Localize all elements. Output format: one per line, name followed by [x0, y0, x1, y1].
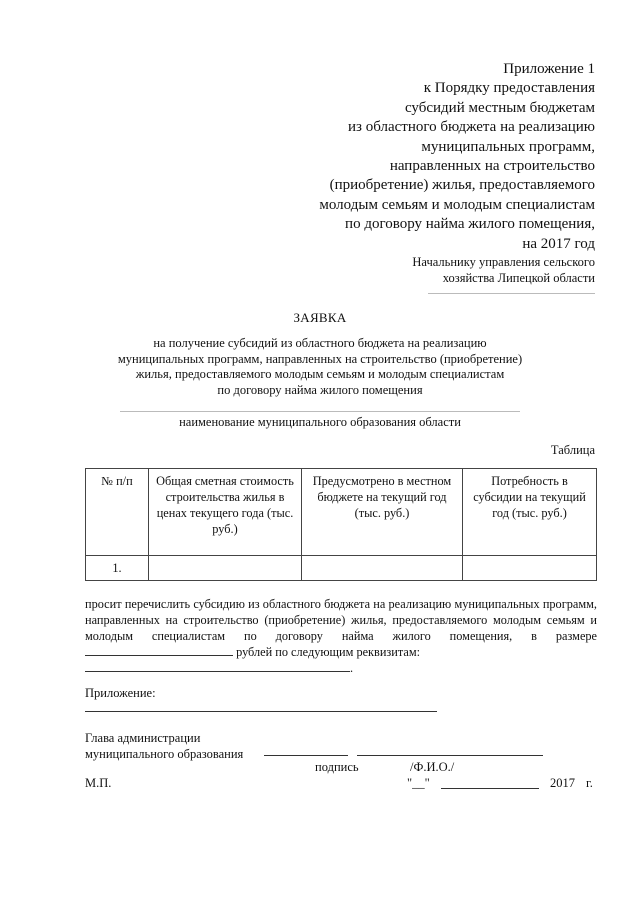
municipality-blank-line — [120, 411, 520, 412]
appendix-line: направленных на строительство — [389, 158, 595, 175]
attachment-label: Приложение: — [85, 686, 156, 700]
signatory-line: Глава администрации — [85, 731, 201, 745]
stamp-placeholder: М.П. — [85, 776, 112, 790]
header-cell-local-budget: Предусмотрено в местном бюджете на текущий год (тыс. руб.) — [302, 469, 463, 556]
appendix-line: субсидий местным бюджетам — [404, 99, 595, 116]
subtitle-line: на получение субсидий из областного бюджета на реализацию — [153, 336, 487, 350]
date-month-blank-line — [441, 788, 539, 789]
table-cell — [302, 556, 463, 581]
header-cell-number: № п/п — [86, 469, 149, 556]
document-title: ЗАЯВКА — [293, 310, 347, 325]
signature-blank-line — [264, 755, 348, 756]
appendix-line: из областного бюджета на реализацию — [348, 119, 595, 136]
signatory-line: муниципального образования — [85, 747, 244, 761]
table-cell — [463, 556, 597, 581]
table-header-row — [86, 469, 597, 556]
subtitle-line: жилья, предоставляемого молодым семьям и молодым специалистам — [135, 367, 505, 381]
signature-caption: подпись — [315, 760, 359, 774]
appendix-line: муниципальных программ, — [421, 138, 595, 155]
document-subtitle — [0, 336, 640, 398]
header-cell-subsidy-need: Потребность в субсидии на текущий год (тыс. руб.) — [463, 469, 597, 556]
appendix-line: на 2017 год — [522, 235, 595, 252]
addressee-line: Начальнику управления сельского — [412, 255, 595, 269]
table-label: Таблица — [550, 443, 595, 457]
date-day: "__" — [407, 776, 430, 790]
amount-blank-line — [85, 655, 233, 656]
appendix-header — [295, 60, 595, 254]
request-paragraph — [85, 596, 597, 676]
table-cell: 1. — [86, 556, 149, 581]
header-cell-total-cost: Общая сметная стоимость строительства жилья в ценах текущего года (тыс. руб.) — [149, 469, 302, 556]
addressee-blank-line — [428, 293, 595, 294]
addressee — [412, 254, 595, 286]
request-text: просит перечислить субсидию из областного бюджета на реализацию муниципальных программ, направленных на строительство (приобретение) жилья, предоставляемого молодым семьям и молодым специалистам по договору найма жилого помещения, в — [85, 597, 597, 643]
table-row — [86, 556, 597, 581]
name-caption: /Ф.И.О./ — [410, 760, 455, 774]
attachment-blank-line — [85, 711, 437, 712]
addressee-line: хозяйства Липецкой области — [442, 271, 595, 285]
requisites-blank-line — [85, 671, 350, 672]
year-suffix: г. — [586, 776, 593, 790]
appendix-line: (приобретение) жилья, предоставляемого — [329, 177, 595, 194]
municipality-label: наименование муниципального образования области — [179, 415, 461, 429]
table-cell — [149, 556, 302, 581]
subtitle-line: муниципальных программ, направленных на строительство (приобретение) — [117, 351, 523, 366]
amount-prefix: размере — [555, 629, 598, 643]
name-blank-line — [357, 755, 543, 756]
appendix-line: Приложение 1 — [503, 61, 595, 77]
date-year: 2017 — [550, 776, 575, 790]
appendix-line: молодым семьям и молодым специалистам — [319, 196, 595, 213]
signatory-title — [85, 730, 243, 762]
amount-suffix: рублей по следующим реквизитам: — [236, 645, 421, 659]
appendix-line: по договору найма жилого помещения, — [345, 216, 595, 233]
requisites-end: . — [350, 661, 354, 675]
appendix-line: к Порядку предоставления — [423, 80, 595, 97]
subtitle-line: по договору найма жилого помещения — [217, 382, 423, 397]
subsidy-table — [85, 468, 597, 581]
